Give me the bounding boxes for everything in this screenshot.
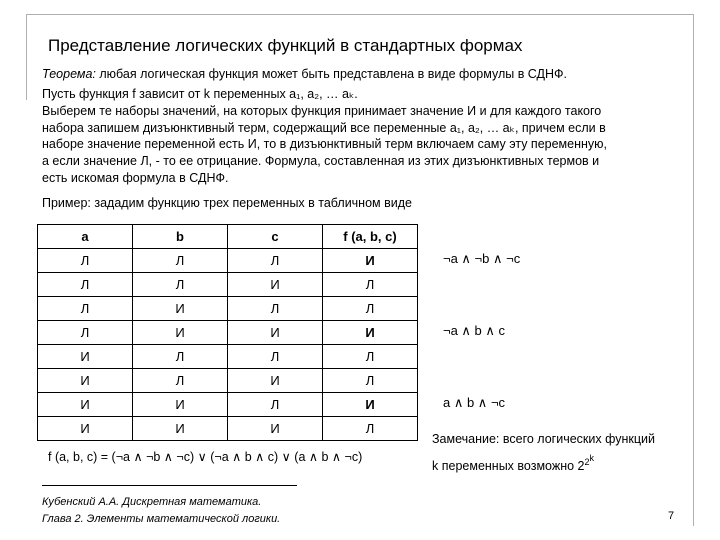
cell-f: Л bbox=[323, 273, 418, 297]
table-row bbox=[38, 393, 418, 417]
cell-a: И bbox=[38, 369, 133, 393]
disjunctive-term: ¬a ∧ ¬b ∧ ¬c bbox=[443, 251, 521, 266]
frame-right-line bbox=[693, 14, 694, 526]
disjunctive-term: a ∧ b ∧ ¬c bbox=[443, 395, 506, 410]
table-row bbox=[38, 249, 418, 273]
remark-line-1: Замечание: всего логических функций bbox=[432, 432, 655, 446]
theorem-text: любая логическая функция может быть представлена в виде формулы в СДНФ. bbox=[95, 67, 568, 81]
remark-exponent-k: k bbox=[589, 453, 595, 463]
cell-a: И bbox=[38, 345, 133, 369]
table-header-row bbox=[38, 225, 418, 249]
footer-divider bbox=[42, 485, 297, 486]
remark-line-2-text: k переменных возможно 2 bbox=[432, 459, 585, 474]
cell-c: И bbox=[228, 417, 323, 441]
theorem bbox=[42, 67, 567, 81]
cell-f: И bbox=[323, 249, 418, 273]
cell-f: И bbox=[323, 393, 418, 417]
header-f: f (a, b, c) bbox=[323, 225, 418, 249]
frame-left-line bbox=[26, 14, 27, 100]
footer bbox=[42, 494, 280, 528]
cell-c: Л bbox=[228, 249, 323, 273]
cell-b: Л bbox=[133, 273, 228, 297]
slide-title: Представление логических функций в стандартных формах bbox=[48, 36, 523, 55]
page-number: 7 bbox=[668, 510, 675, 522]
remark-line-2 bbox=[432, 449, 655, 476]
cell-c: И bbox=[228, 273, 323, 297]
example-caption: Пример: зададим функцию трех переменных в табличном виде bbox=[42, 196, 412, 210]
theorem-label: Теорема: bbox=[42, 67, 96, 81]
sdnf-formula: f (a, b, c) = (¬a ∧ ¬b ∧ ¬c) ∨ (¬a ∧ b ∧ c) ∨ (a ∧ b ∧ ¬c) bbox=[48, 450, 363, 464]
table-row bbox=[38, 345, 418, 369]
cell-a: Л bbox=[38, 249, 133, 273]
cell-f: И bbox=[323, 321, 418, 345]
cell-a: И bbox=[38, 417, 133, 441]
header-b: b bbox=[133, 225, 228, 249]
cell-b: Л bbox=[133, 369, 228, 393]
remark-exponent-base: 2 bbox=[584, 457, 590, 467]
cell-f: Л bbox=[323, 297, 418, 321]
explanation-paragraph bbox=[42, 86, 682, 187]
disjunctive-term: ¬a ∧ b ∧ c bbox=[443, 323, 506, 338]
cell-c: Л bbox=[228, 393, 323, 417]
cell-a: Л bbox=[38, 297, 133, 321]
cell-a: Л bbox=[38, 321, 133, 345]
cell-a: Л bbox=[38, 273, 133, 297]
table-row bbox=[38, 369, 418, 393]
cell-b: И bbox=[133, 321, 228, 345]
frame-top-line bbox=[26, 14, 694, 15]
cell-c: Л bbox=[228, 345, 323, 369]
footer-line-2: Глава 2. Элементы математической логики. bbox=[42, 513, 281, 525]
paragraph-line: а если значение Л, - то ее отрицание. Формула, составленная из этих дизъюнктивных термов и bbox=[42, 154, 600, 169]
cell-c: Л bbox=[228, 297, 323, 321]
remark-exponent bbox=[584, 453, 595, 467]
paragraph-line: Пусть функция f зависит от k переменных a₁, a₂, … aₖ. bbox=[42, 87, 358, 101]
cell-f: Л bbox=[323, 345, 418, 369]
paragraph-line: набора запишем дизъюнктивный терм, содержащий все переменные a₁, a₂, … aₖ, причем если в bbox=[42, 120, 606, 135]
table-row bbox=[38, 417, 418, 441]
cell-b: Л bbox=[133, 249, 228, 273]
footer-line-1: Кубенский А.А. Дискретная математика. bbox=[42, 496, 262, 508]
table-row bbox=[38, 297, 418, 321]
cell-f: Л bbox=[323, 369, 418, 393]
cell-f: Л bbox=[323, 417, 418, 441]
paragraph-line: есть искомая формула в СДНФ. bbox=[42, 170, 229, 185]
truth-table bbox=[37, 224, 418, 441]
cell-c: И bbox=[228, 369, 323, 393]
table-row bbox=[38, 321, 418, 345]
paragraph-line: Выберем те наборы значений, на которых функция принимает значение И и для каждого такого bbox=[42, 103, 602, 118]
cell-b: И bbox=[133, 297, 228, 321]
cell-b: И bbox=[133, 393, 228, 417]
remark bbox=[432, 430, 655, 476]
cell-c: И bbox=[228, 321, 323, 345]
paragraph-line: наборе значение переменной есть И, то в дизъюнктивный терм включаем саму эту переменную, bbox=[42, 137, 608, 152]
cell-a: И bbox=[38, 393, 133, 417]
cell-b: И bbox=[133, 417, 228, 441]
header-a: a bbox=[38, 225, 133, 249]
table-row bbox=[38, 273, 418, 297]
header-c: c bbox=[228, 225, 323, 249]
cell-b: Л bbox=[133, 345, 228, 369]
